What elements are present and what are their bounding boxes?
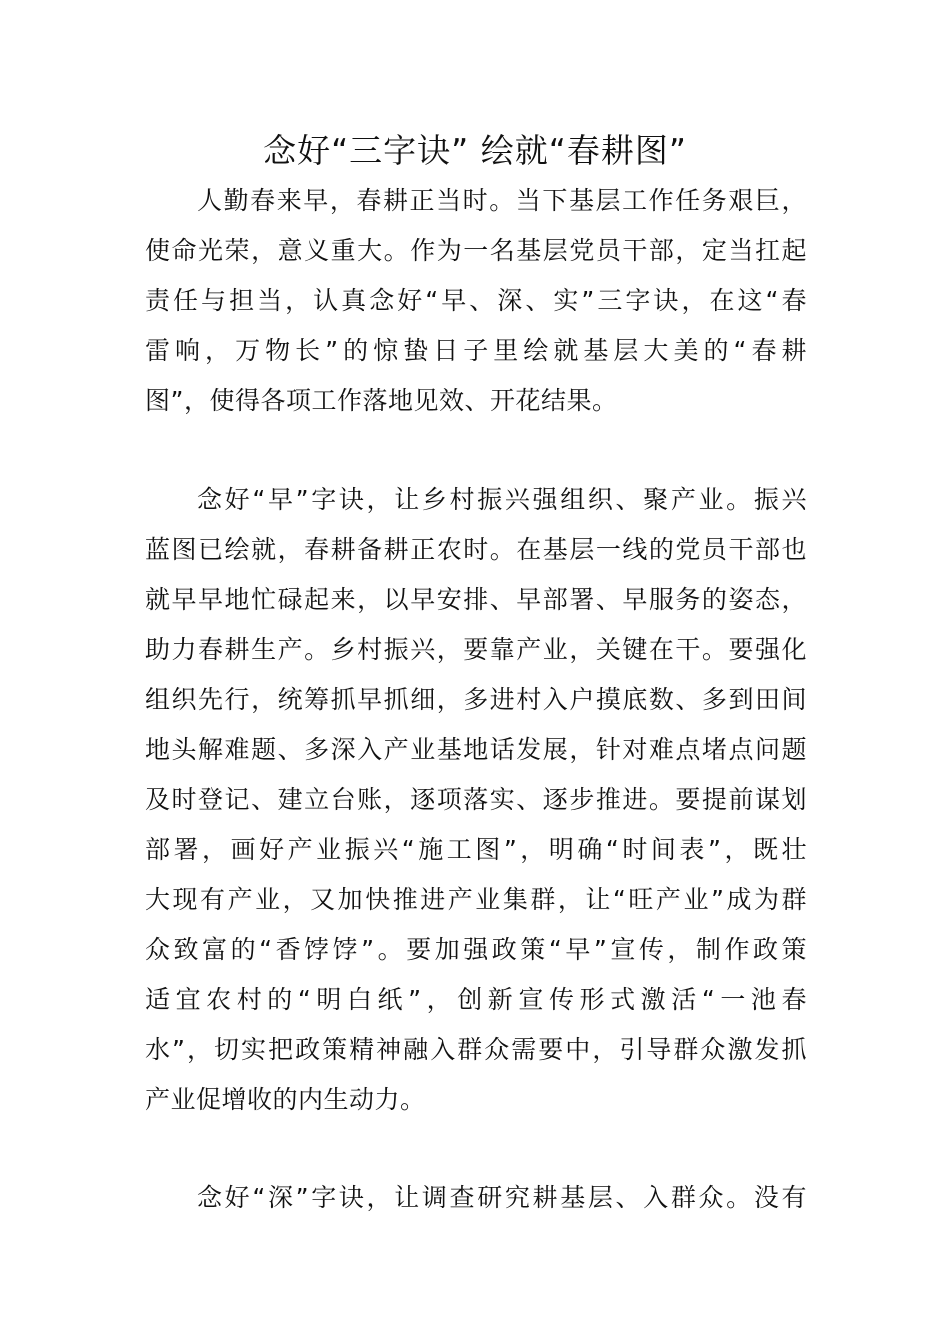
paragraph-line: 水”，切实把政策精神融入群众需要中，引导群众激发抓 xyxy=(145,1035,807,1064)
paragraph-intro xyxy=(145,176,807,426)
paragraph-shen xyxy=(145,1173,807,1223)
paragraph-line: 产业促增收的内生动力。 xyxy=(145,1085,426,1114)
paragraph-line: 大现有产业，又加快推进产业集群，让“旺产业”成为群 xyxy=(145,885,807,914)
paragraph-line: 念好“深”字诀，让调查研究耕基层、入群众。没有 xyxy=(197,1183,807,1212)
paragraph-line: 部署，画好产业振兴“施工图”，明确“时间表”，既壮 xyxy=(145,835,807,864)
paragraph-line: 蓝图已绘就，春耕备耕正农时。在基层一线的党员干部也 xyxy=(145,535,807,564)
paragraph-line: 及时登记、建立台账，逐项落实、逐步推进。要提前谋划 xyxy=(145,785,807,814)
paragraph-line: 适宜农村的“明白纸”，创新宣传形式激活“一池春 xyxy=(145,985,807,1014)
paragraph-line: 组织先行，统筹抓早抓细，多进村入户摸底数、多到田间 xyxy=(145,685,807,714)
paragraph-line: 人勤春来早，春耕正当时。当下基层工作任务艰巨， xyxy=(197,186,807,215)
paragraph-line: 责任与担当，认真念好“早、深、实”三字诀，在这“春 xyxy=(145,286,807,315)
paragraph-line: 地头解难题、多深入产业基地话发展，针对难点堵点问题 xyxy=(145,735,807,764)
page-title: 念好“三字诀” 绘就“春耕图” xyxy=(263,131,687,170)
paragraph-line: 使命光荣，意义重大。作为一名基层党员干部，定当扛起 xyxy=(145,236,807,265)
paragraph-line: 念好“早”字诀，让乡村振兴强组织、聚产业。振兴 xyxy=(197,485,807,514)
paragraph-line: 就早早地忙碌起来，以早安排、早部署、早服务的姿态， xyxy=(145,585,807,614)
paragraph-line: 图”，使得各项工作落地见效、开花结果。 xyxy=(145,386,618,415)
paragraph-line: 雷响，万物长”的惊蛰日子里绘就基层大美的“春耕 xyxy=(145,336,807,365)
paragraph-line: 助力春耕生产。乡村振兴，要靠产业，关键在干。要强化 xyxy=(145,635,807,664)
paragraph-line: 众致富的“香饽饽”。要加强政策“早”宣传，制作政策 xyxy=(145,935,807,964)
paragraph-zao xyxy=(145,475,807,1125)
